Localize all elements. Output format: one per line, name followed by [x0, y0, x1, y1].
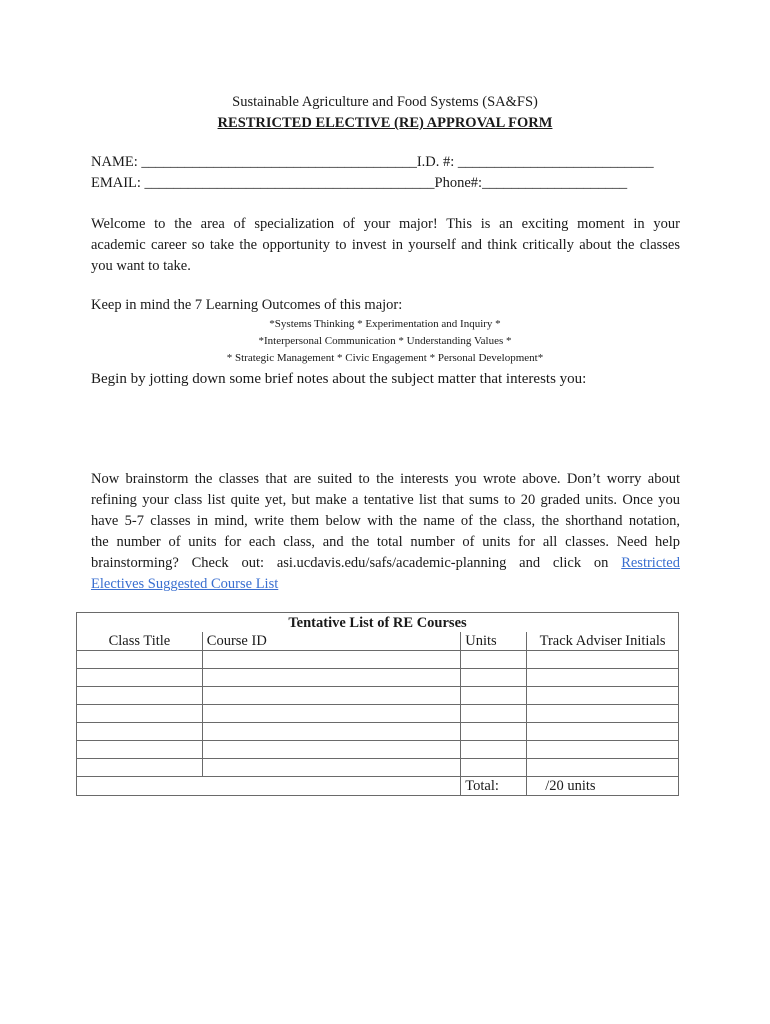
re-courses-table: [76, 612, 679, 796]
total-row: [77, 777, 679, 796]
class-title-cell[interactable]: [77, 651, 203, 669]
brainstorm-line: have 5-7 classes in mind, write them below with the name of the class, the shorthand notation,: [91, 513, 680, 529]
class-title-cell[interactable]: [77, 669, 203, 687]
outcomes-line-2: *Interpersonal Communication * Understanding Values *: [258, 335, 512, 347]
course-id-cell[interactable]: [202, 759, 460, 777]
initials-cell[interactable]: [527, 759, 679, 777]
intro-paragraph: [91, 214, 680, 277]
units-cell[interactable]: [461, 723, 527, 741]
units-cell[interactable]: [461, 669, 527, 687]
course-id-cell[interactable]: [202, 687, 460, 705]
initials-cell[interactable]: [527, 741, 679, 759]
form-title: RESTRICTED ELECTIVE (RE) APPROVAL FORM: [217, 115, 553, 131]
total-units-value[interactable]: /20 units: [527, 777, 679, 796]
brainstorm-line: Now brainstorm the classes that are suited to the interests you wrote above. Don’t worry about: [91, 471, 680, 487]
brainstorm-paragraph: [91, 469, 680, 595]
initials-cell[interactable]: [527, 651, 679, 669]
units-cell[interactable]: [461, 759, 527, 777]
col-header-units: Units: [461, 632, 527, 651]
units-cell[interactable]: [461, 741, 527, 759]
class-title-cell[interactable]: [77, 687, 203, 705]
units-cell[interactable]: [461, 651, 527, 669]
col-header-course-id: Course ID: [202, 632, 460, 651]
course-id-cell[interactable]: [202, 705, 460, 723]
brainstorm-line-with-link: [91, 553, 680, 574]
total-label: Total:: [461, 777, 527, 796]
course-id-cell[interactable]: [202, 723, 460, 741]
col-header-class-title: Class Title: [77, 632, 203, 651]
restricted-electives-link-part2[interactable]: Electives Suggested Course List: [91, 576, 279, 592]
initials-cell[interactable]: [527, 669, 679, 687]
brainstorm-line: the number of units for each class, and the total number of units for all classes. Need help: [91, 534, 680, 550]
course-id-cell[interactable]: [202, 651, 460, 669]
intro-line: you want to take.: [91, 258, 191, 274]
course-id-cell[interactable]: [202, 741, 460, 759]
program-name: Sustainable Agriculture and Food Systems (SA&FS): [232, 94, 538, 110]
outcomes-line-1: *Systems Thinking * Experimentation and Inquiry *: [269, 318, 501, 330]
outcomes-line-3: * Strategic Management * Civic Engagement * Personal Development*: [226, 352, 544, 364]
table-row: [77, 723, 679, 741]
col-header-adviser-initials: Track Adviser Initials: [527, 632, 679, 651]
table-row: [77, 687, 679, 705]
table-row: [77, 651, 679, 669]
initials-cell[interactable]: [527, 723, 679, 741]
initials-cell[interactable]: [527, 705, 679, 723]
table-row: [77, 705, 679, 723]
course-id-cell[interactable]: [202, 669, 460, 687]
brainstorm-line-link: [91, 574, 680, 595]
class-title-cell[interactable]: [77, 705, 203, 723]
intro-line: academic career so take the opportunity to invest in yourself and think critically about the classes: [91, 237, 680, 253]
outcomes-heading: Keep in mind the 7 Learning Outcomes of this major:: [91, 297, 403, 313]
restricted-electives-link-part1[interactable]: Restricted: [621, 555, 680, 571]
initials-cell[interactable]: [527, 687, 679, 705]
table-caption: Tentative List of RE Courses: [77, 613, 679, 633]
brainstorm-line-text: brainstorming? Check out: asi.ucdavis.edu/safs/academic-planning and click on: [91, 555, 609, 571]
intro-line: Welcome to the area of specialization of your major! This is an exciting moment in your: [91, 216, 680, 232]
units-cell[interactable]: [461, 705, 527, 723]
class-title-cell[interactable]: [77, 723, 203, 741]
table-row: [77, 741, 679, 759]
table-row: [77, 669, 679, 687]
units-cell[interactable]: [461, 687, 527, 705]
name-id-field-line: NAME: ______________________________________I.D. #: ___________________________: [91, 154, 654, 170]
email-phone-field-line: EMAIL: ________________________________________Phone#:____________________: [91, 175, 628, 191]
notes-prompt: Begin by jotting down some brief notes about the subject matter that interests you:: [91, 371, 587, 387]
brainstorm-line: refining your class list quite yet, but make a tentative list that sums to 20 graded units. Once you: [91, 492, 680, 508]
table-row: [77, 759, 679, 777]
total-row-blank: [77, 777, 461, 796]
class-title-cell[interactable]: [77, 759, 203, 777]
class-title-cell[interactable]: [77, 741, 203, 759]
